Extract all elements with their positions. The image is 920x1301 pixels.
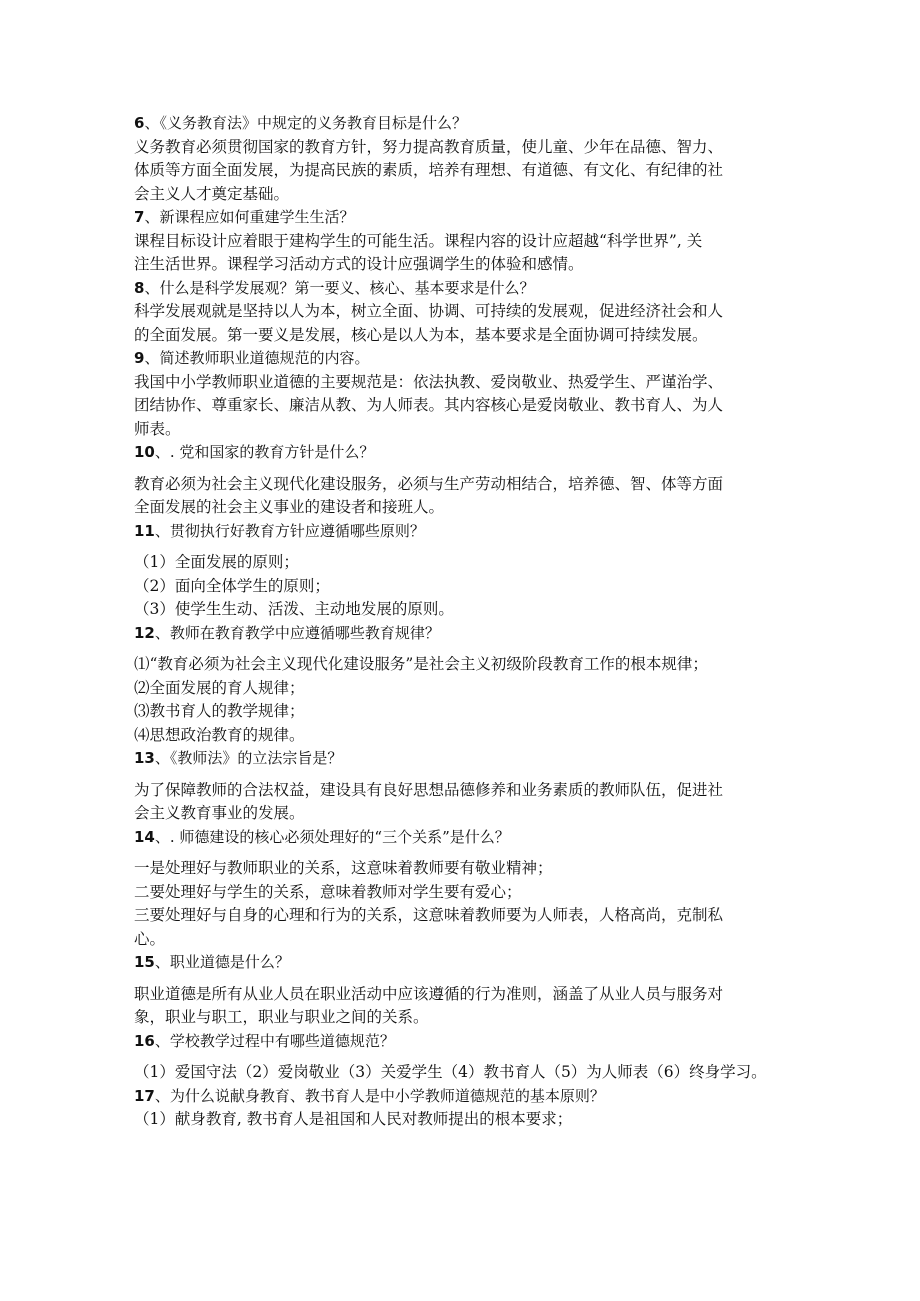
question-title: 简述教师职业道德规范的内容。 [159,349,370,367]
question-title: 为什么说献身教育、教书育人是中小学教师道德规范的基本原则？ [169,1086,605,1105]
answer-line: 团结协作、尊重家长、廉洁从教、为人师表。其内容核心是爱岗敬业、教书育人、为人 [134,396,724,414]
question-heading: 17、为什么说献身教育、教书育人是中小学教师道德规范的基本原则？ [134,1086,605,1105]
answer-line: 会主义教育事业的发展。 [134,804,305,822]
answer-line: （2）面向全体学生的原则； [134,576,330,595]
answer-line: 义务教育必须贯彻国家的教育方针，努力提高教育质量，使儿童、少年在品德、智力、 [134,137,724,156]
question-heading: 6、《义务教育法》中规定的义务教育目标是什么？ [134,114,467,132]
document-page [134,112,784,1132]
answer-line: 象，职业与职工，职业与职业之间的关系。 [134,1008,429,1026]
answer-line: 为了保障教师的合法权益，建设具有良好思想品德修养和业务素质的教师队伍，促进社 [134,780,724,799]
answer-line: 师表。 [134,419,181,438]
question-heading: 13、《教师法》的立法宗旨是？ [134,749,343,767]
question-number: 16 [134,1031,155,1050]
question-heading: 16、学校教学过程中有哪些道德规范？ [134,1031,395,1050]
answer-line: ⑷思想政治教育的规律。 [134,725,305,744]
question-title: 职业道德是什么？ [169,953,290,971]
answer-line: 我国中小学教师职业道德的主要规范是：依法执教、爱岗敬业、热爱学生、严谨治学、 [134,372,724,391]
question-title: 学校教学过程中有哪些道德规范？ [169,1031,395,1050]
answer-line: 心。 [134,929,166,948]
answer-line: 全面发展的社会主义事业的建设者和接班人。 [134,498,445,516]
question-number: 14 [134,827,155,846]
answer-line: 职业道德是所有从业人员在职业活动中应该遵循的行为准则，涵盖了从业人员与服务对 [134,984,724,1003]
question-heading: 10、. 党和国家的教育方针是什么？ [134,443,375,461]
answer-line: 二要处理好与学生的关系，意味着教师对学生要有爱心； [134,882,522,901]
question-title: 贯彻执行好教育方针应遵循哪些原则？ [169,521,425,540]
answer-line: ⑶教书育人的教学规律； [134,702,305,720]
question-title: 新课程应如何重建学生生活？ [159,208,355,226]
answer-line: 体质等方面全面发展，为提高民族的素质，培养有理想、有道德、有文化、有纪律的社 [134,161,724,179]
answer-line: 科学发展观就是坚持以人为本，树立全面、协调、可持续的发展观，促进经济社会和人 [134,302,724,320]
answer-line: （1）全面发展的原则； [134,553,299,571]
question-number: 10 [134,443,155,461]
question-title: 党和国家的教育方针是什么？ [179,443,375,461]
question-heading: 15、职业道德是什么？ [134,953,290,971]
question-number: 6 [134,114,145,132]
question-number: 15 [134,953,155,971]
question-number: 8 [134,278,145,297]
answer-line: 的全面发展。第一要义是发展，核心是以人为本，基本要求是全面协调可持续发展。 [134,325,708,344]
question-number: 11 [134,521,155,540]
question-heading: 14、. 师德建设的核心必须处理好的“三个关系”是什么？ [134,827,510,846]
question-number: 12 [134,623,155,642]
question-heading: 9、简述教师职业道德规范的内容。 [134,349,370,367]
answer-line: 一是处理好与教师职业的关系，这意味着教师要有敬业精神； [134,859,553,877]
question-title: 《教师法》的立法宗旨是？ [169,749,343,767]
answer-line: （3）使学生生动、活泼、主动地发展的原则。 [134,600,454,618]
question-heading: 12、教师在教育教学中应遵循哪些教育规律？ [134,623,440,642]
question-number: 13 [134,749,155,767]
answer-line: 课程目标设计应着眼于建构学生的可能生活。课程内容的设计应超越“科学世界”, 关 [134,231,703,250]
answer-line: ⑴“教育必须为社会主义现代化建设服务”是社会主义初级阶段教育工作的根本规律； [134,655,708,673]
question-heading: 11、贯彻执行好教育方针应遵循哪些原则？ [134,521,425,540]
answer-line: 注生活世界。课程学习活动方式的设计应强调学生的体验和感情。 [134,255,584,273]
question-title: 《义务教育法》中规定的义务教育目标是什么？ [159,114,467,132]
question-number: 17 [134,1086,155,1105]
question-title: 什么是科学发展观？第一要义、核心、基本要求是什么？ [159,278,535,297]
question-title: 教师在教育教学中应遵循哪些教育规律？ [169,623,440,642]
answer-line: 三要处理好与自身的心理和行为的关系，这意味着教师要为人师表，人格高尚，克制私 [134,906,724,924]
answer-line: 会主义人才奠定基础。 [134,184,290,203]
question-heading: 8、什么是科学发展观？第一要义、核心、基本要求是什么？ [134,278,535,297]
question-number: 9 [134,349,145,367]
question-title: 师德建设的核心必须处理好的“三个关系”是什么？ [179,827,510,846]
answer-line: ⑵全面发展的育人规律； [134,678,305,697]
answer-line: （1）爱国守法（2）爱岗敬业（3）关爱学生（4）教书育人（5）为人师表（6）终身学习。 [134,1063,767,1081]
question-heading: 7、新课程应如何重建学生生活？ [134,208,355,226]
answer-line: 教育必须为社会主义现代化建设服务，必须与生产劳动相结合，培养德、智、体等方面 [134,474,724,493]
answer-line: （1）献身教育, 教书育人是祖国和人民对教师提出的根本要求； [134,1110,573,1128]
question-number: 7 [134,208,145,226]
